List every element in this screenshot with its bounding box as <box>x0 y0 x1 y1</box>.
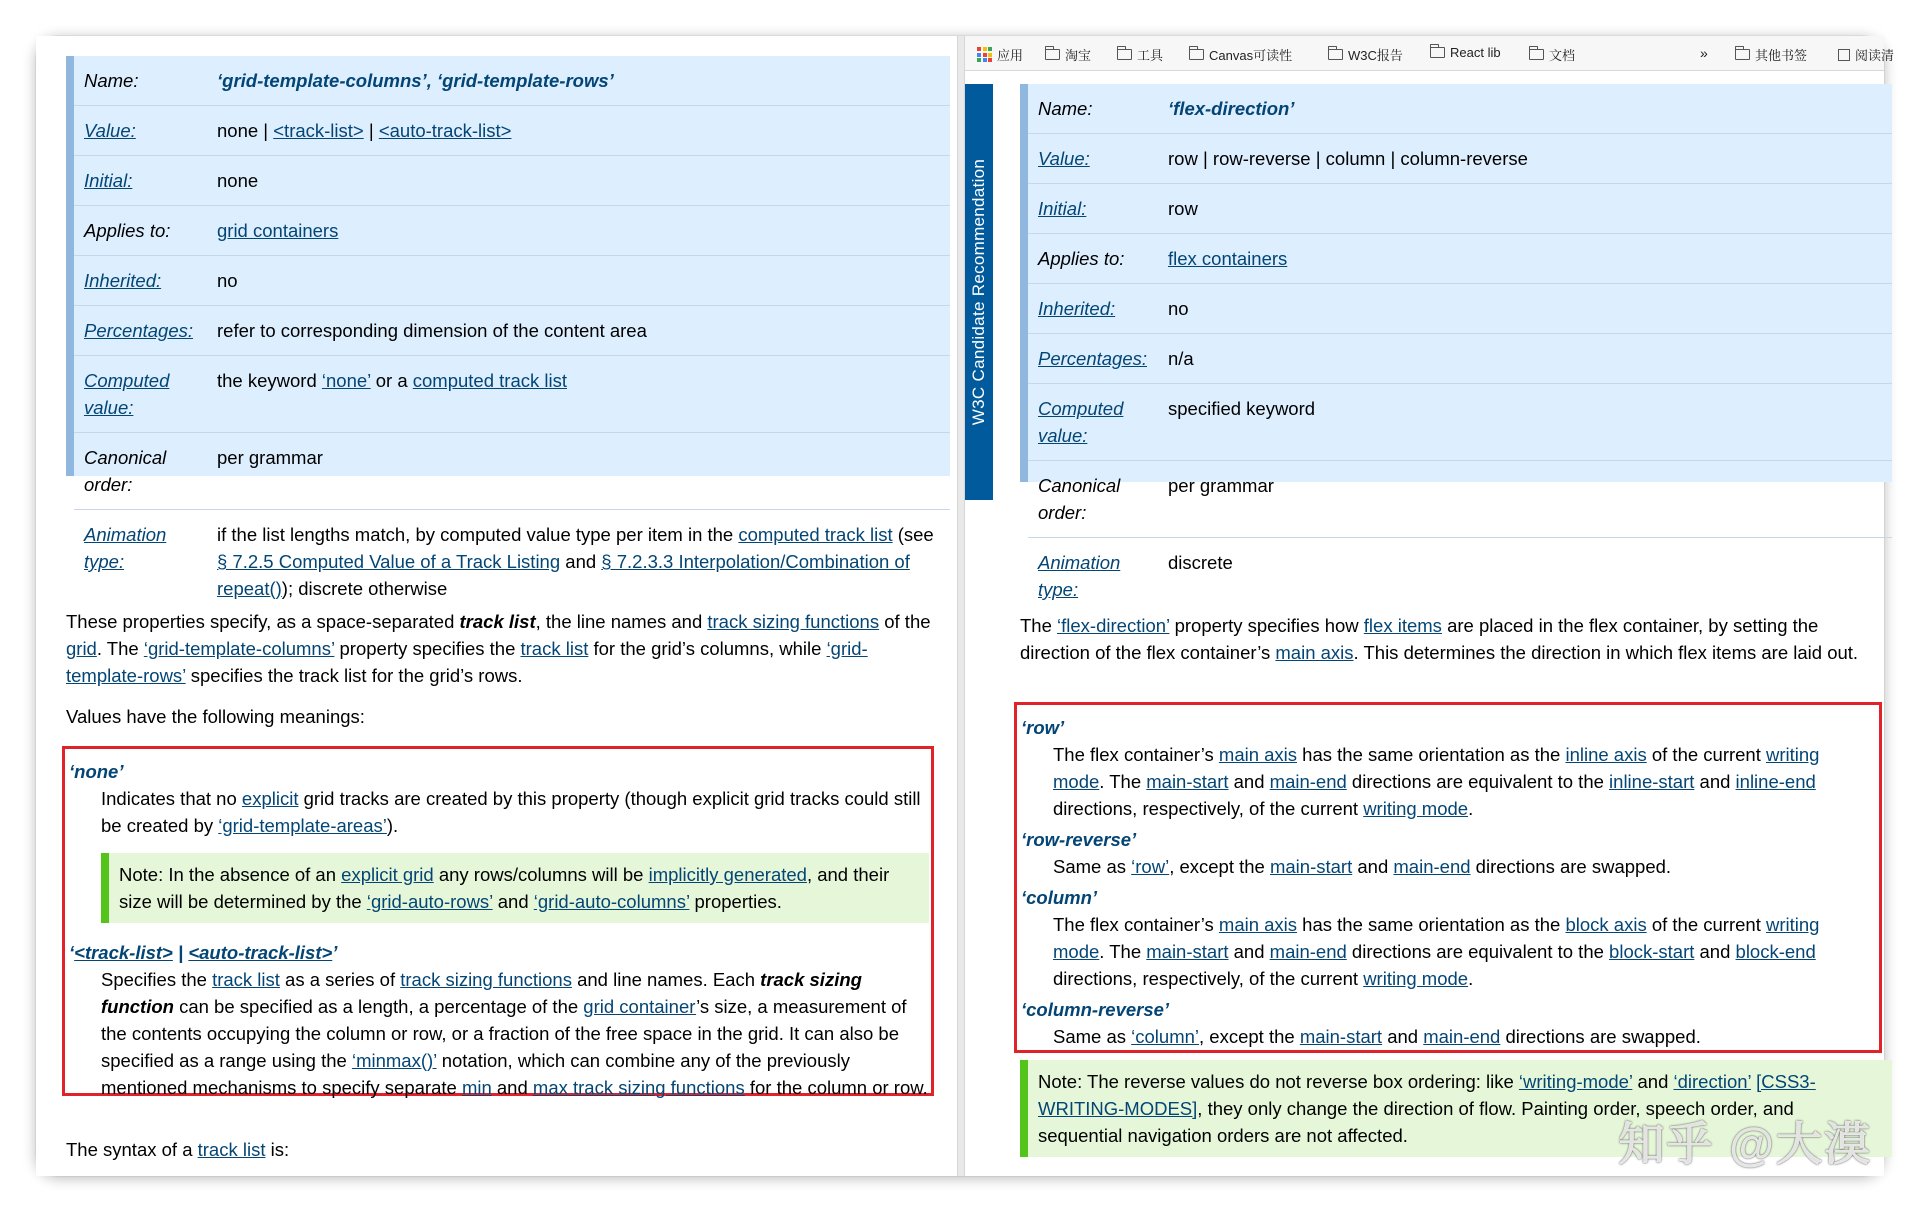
main-axis-link[interactable]: main axis <box>1218 914 1298 935</box>
folder-icon <box>1045 49 1060 60</box>
propdef-label-link[interactable]: Percentages: <box>1028 334 1158 384</box>
propdef-row-computed: Computed value: the keyword ‘none’ or a computed track list <box>74 356 950 433</box>
values-meaning-text: Values have the following meanings: <box>66 706 365 727</box>
grid-template-areas-link[interactable]: ‘grid-template-areas’ <box>218 815 387 836</box>
propdef-row-name <box>1028 84 1892 134</box>
column-reverse-description: Same as ‘column’, except the main-start and main-end directions are swapped. <box>1053 1026 1701 1047</box>
main-end-link[interactable]: main-end <box>1423 1026 1501 1047</box>
grid-auto-columns-link[interactable]: ‘grid-auto-columns’ <box>533 891 690 912</box>
row-description: The flex container’s main axis has the same orientation as the inline axis of the current writing mode. The main-start and main-end directions are equivalent to the inline-start and inline-end directions, respectively, of the current writing mode. <box>1053 744 1820 819</box>
grid-values-dl <box>69 754 929 1105</box>
property-name: ‘grid-template-columns’, ‘grid-template-rows’ <box>207 56 950 106</box>
explicit-grid-link[interactable]: explicit grid <box>341 864 434 885</box>
computed-track-list-link[interactable]: computed track list <box>738 524 893 545</box>
section-7-2-5-link[interactable]: § 7.2.5 Computed Value of a Track Listing <box>217 551 561 572</box>
grid-template-columns-link[interactable]: ‘grid-template-columns’ <box>143 638 335 659</box>
track-list-link[interactable]: track list <box>520 638 589 659</box>
main-end-link[interactable]: main-end <box>1269 941 1347 962</box>
block-end-link[interactable]: block-end <box>1735 941 1816 962</box>
explicit-link[interactable]: explicit <box>241 788 299 809</box>
main-start-link[interactable]: main-start <box>1299 1026 1383 1047</box>
main-axis-link[interactable]: main axis <box>1275 642 1354 663</box>
reading-list[interactable]: 阅读清 <box>1838 45 1894 64</box>
propdef-label: Canonical order: <box>74 433 207 510</box>
grid-link[interactable]: grid <box>66 638 97 659</box>
propdef-value: n/a <box>1158 334 1892 384</box>
flex-values-dl <box>1021 710 1873 1054</box>
folder-icon <box>1328 49 1343 60</box>
propdef-row-inherited <box>74 256 950 306</box>
value-none: none <box>217 120 259 141</box>
grid-containers-link[interactable]: grid containers <box>217 220 339 241</box>
row-term: ‘row’ <box>1021 717 1065 738</box>
bookmarks-bar <box>965 36 1895 71</box>
propdef-row-animation: Animation type: if the list lengths match, by computed value type per item in the computed track list (see § 7.2.5 Computed Value of a Track Listing and § 7.2.3.3 Interpolation/Combination of repeat()); discrete otherwise <box>74 510 950 614</box>
flex-intro-text: The ‘flex-direction’ property specifies how flex items are placed in the flex container, by setting the direction of the flex container’s main axis. This determines the direction in which flex items are laid out. <box>1020 615 1859 663</box>
propdef-label: Applies to: <box>1028 234 1158 284</box>
grid-intro-text <box>66 608 942 744</box>
main-start-link[interactable]: main-start <box>1146 941 1229 962</box>
writing-mode-link[interactable]: writing mode <box>1053 914 1820 962</box>
writing-mode-link[interactable]: writing mode <box>1363 798 1469 819</box>
w3c-status-tab[interactable]: W3C Candidate Recommendation <box>965 84 993 500</box>
track-sizing-functions-link[interactable]: track sizing functions <box>400 969 572 990</box>
main-end-link[interactable]: main-end <box>1393 856 1471 877</box>
propdef-row-computed <box>1028 384 1892 461</box>
bookmark-folder[interactable]: W3C报告 <box>1328 45 1403 64</box>
inline-end-link[interactable]: inline-end <box>1735 771 1816 792</box>
left-panel-grid-spec[interactable] <box>36 36 955 1176</box>
propdef-label-link[interactable]: Computed value: <box>74 356 207 433</box>
propdef-label-link[interactable]: Animation type: <box>1038 552 1121 600</box>
propdef-row-animation <box>1028 538 1892 615</box>
main-end-link[interactable]: main-end <box>1269 771 1347 792</box>
folder-icon <box>1189 49 1204 60</box>
propdef-row-percentages <box>74 306 950 356</box>
property-name: ‘flex-direction’ <box>1158 84 1892 134</box>
minmax-link[interactable]: ‘minmax()’ <box>351 1050 437 1071</box>
track-list-term-link[interactable]: <track-list> <box>74 942 173 963</box>
none-term: ‘none’ <box>69 761 124 782</box>
bookmark-apps[interactable]: 应用 <box>977 45 1023 64</box>
writing-mode-link[interactable]: writing mode <box>1053 744 1820 792</box>
track-list-link[interactable]: track list <box>212 969 280 990</box>
propdef-value: no <box>207 256 950 306</box>
propdef-row-value: Value: row | row-reverse | column | column-reverse <box>1028 134 1892 184</box>
bookmark-folder[interactable]: 文档 <box>1529 45 1575 64</box>
track-sizing-functions-link[interactable]: track sizing functions <box>707 611 880 632</box>
bookmarks-overflow-button[interactable] <box>1700 45 1708 61</box>
track-list-term: ‘<track-list> | <auto-track-list>’ <box>69 942 338 963</box>
propdef-row-canonical <box>1028 461 1892 538</box>
grid-template-rows-link[interactable]: ‘grid-template-rows’ <box>66 638 868 686</box>
auto-track-list-term-link[interactable]: <auto-track-list> <box>188 942 333 963</box>
propdef-label-link[interactable]: Inherited: <box>74 256 207 306</box>
min-link[interactable]: min <box>461 1077 492 1098</box>
zhihu-watermark: 知乎 @大漠 <box>1618 1118 1872 1170</box>
propdef-label-link[interactable]: Value: <box>74 106 207 156</box>
panel-divider <box>957 36 965 1176</box>
flex-items-link[interactable]: flex items <box>1363 615 1442 636</box>
propdef-label: Applies to: <box>74 206 207 256</box>
propdef-label: Canonical order: <box>1028 461 1158 538</box>
computed-track-list-link[interactable]: computed track list <box>412 370 567 391</box>
propdef-label-link[interactable]: Inherited: <box>1028 284 1158 334</box>
column-term: ‘column’ <box>1021 887 1098 908</box>
writing-mode-link[interactable]: writing mode <box>1363 968 1469 989</box>
propdef-row-inherited <box>1028 284 1892 334</box>
max-track-sizing-functions-link[interactable]: max track sizing functions <box>532 1077 745 1098</box>
apps-grid-icon <box>977 47 992 62</box>
propdef-value: none <box>207 156 950 206</box>
block-start-link[interactable]: block-start <box>1609 941 1695 962</box>
propdef-value: discrete <box>1168 552 1233 573</box>
column-reverse-term: ‘column-reverse’ <box>1021 999 1170 1020</box>
none-description: Indicates that no explicit grid tracks are created by this property (though explicit grid tracks could still be created by ‘grid-template-areas’). <box>101 788 921 836</box>
propdef-value: no <box>1158 284 1892 334</box>
propdef-row-value: Value: none | <track-list> | <auto-track-list> <box>74 106 950 156</box>
auto-track-list-link[interactable]: <auto-track-list> <box>378 120 512 141</box>
folder-icon <box>1735 49 1750 60</box>
flex-propdef-table <box>1020 84 1892 600</box>
track-list-link[interactable]: track list <box>197 1139 266 1160</box>
grid-container-link[interactable]: grid container <box>583 996 697 1017</box>
grid-propdef-table <box>66 56 950 599</box>
propdef-row-initial <box>1028 184 1892 234</box>
folder-icon <box>1529 49 1544 60</box>
other-bookmarks[interactable]: 其他书签 <box>1735 45 1807 64</box>
propdef-value: row <box>1158 184 1892 234</box>
reading-list-icon <box>1838 49 1850 61</box>
propdef-value: per grammar <box>207 433 950 510</box>
implicitly-generated-link[interactable]: implicitly generated <box>648 864 807 885</box>
inline-start-link[interactable]: inline-start <box>1609 771 1695 792</box>
reverse-values-note: Note: The reverse values do not reverse box ordering: like ‘writing-mode’ and ‘direction’ [CSS3-WRITING-MODES], they only change the direction of flow. Painting order, speech order, and sequential navigation orders are not affected. <box>1020 1060 1892 1157</box>
main-axis-link[interactable]: main axis <box>1218 744 1298 765</box>
propdef-label-link[interactable]: Animation type: <box>84 524 167 572</box>
propdef-label-link[interactable]: Initial: <box>1028 184 1158 234</box>
bookmark-folder[interactable]: 工具 <box>1117 45 1163 64</box>
propdef-row-canonical <box>74 433 950 510</box>
direction-link[interactable]: ‘direction’ <box>1673 1071 1751 1092</box>
propdef-value: refer to corresponding dimension of the content area <box>207 306 950 356</box>
flex-containers-link[interactable]: flex containers <box>1168 248 1288 269</box>
main-start-link[interactable]: main-start <box>1146 771 1229 792</box>
folder-icon <box>1117 49 1132 60</box>
right-panel-flex-spec[interactable] <box>965 36 1895 1176</box>
propdef-label-link[interactable]: Value: <box>1028 134 1158 184</box>
main-start-link[interactable]: main-start <box>1269 856 1353 877</box>
flex-direction-link[interactable]: ‘flex-direction’ <box>1057 615 1170 636</box>
bookmark-folder[interactable]: React lib <box>1430 45 1501 60</box>
none-link[interactable]: ‘none’ <box>321 370 371 391</box>
css3-writing-modes-link[interactable]: [CSS3-WRITING-MODES] <box>1038 1071 1816 1119</box>
propdef-label: Name: <box>1028 84 1158 134</box>
propdef-row-initial <box>74 156 950 206</box>
propdef-value: per grammar <box>1158 461 1892 538</box>
inline-axis-link[interactable]: inline axis <box>1565 744 1647 765</box>
column-link[interactable]: ‘column’ <box>1131 1026 1200 1047</box>
syntax-heading-text: The syntax of a track list is: <box>66 1139 290 1160</box>
track-list-link[interactable]: <track-list> <box>273 120 364 141</box>
propdef-row-applies <box>1028 234 1892 284</box>
section-7-2-3-3-link[interactable]: § 7.2.3.3 Interpolation/Combination of repeat() <box>217 551 910 599</box>
screenshot-frame <box>36 36 1895 1176</box>
propdef-label: Name: <box>74 56 207 106</box>
row-reverse-term: ‘row-reverse’ <box>1021 829 1137 850</box>
row-link[interactable]: ‘row’ <box>1131 856 1170 877</box>
propdef-row-percentages <box>1028 334 1892 384</box>
propdef-row-name <box>74 56 950 106</box>
propdef-label-link[interactable]: Percentages: <box>74 306 207 356</box>
propdef-label-link[interactable]: Computed value: <box>1028 384 1158 461</box>
bookmark-folder[interactable]: Canvas可读性 <box>1189 45 1292 64</box>
row-reverse-description: Same as ‘row’, except the main-start and main-end directions are swapped. <box>1053 856 1672 877</box>
folder-icon <box>1430 47 1445 58</box>
bookmark-folder[interactable]: 淘宝 <box>1045 45 1091 64</box>
propdef-value: specified keyword <box>1158 384 1892 461</box>
track-list-description: Specifies the track list as a series of track sizing functions and line names. Each track sizing function can be specified as a length, a percentage of the grid container’s size, a measurement of the contents occupying the column or row, or a fraction of the free space in the grid. It can also be specified as a range using the ‘minmax()’ notation, which can combine any of the previously mentioned mechanisms to specify separate min and max track sizing functions for the column or row. <box>101 969 928 1098</box>
chevron-double-right-icon: » <box>1700 45 1708 61</box>
propdef-label-link[interactable]: Initial: <box>74 156 207 206</box>
implicit-grid-note: Note: In the absence of an explicit grid any rows/columns will be implicitly generated, and their size will be determined by the ‘grid-auto-rows’ and ‘grid-auto-columns’ properties. <box>101 853 929 923</box>
writing-mode-link[interactable]: ‘writing-mode’ <box>1518 1071 1633 1092</box>
grid-auto-rows-link[interactable]: ‘grid-auto-rows’ <box>366 891 493 912</box>
intro-paragraph: These properties specify, as a space-separated track list, the line names and track sizing functions of the grid. The ‘grid-template-columns’ property specifies the track list for the grid’s columns, while ‘grid-template-rows’ specifies the track list for the grid’s rows. <box>66 611 931 686</box>
column-description: The flex container’s main axis has the same orientation as the block axis of the current writing mode. The main-start and main-end directions are equivalent to the block-start and block-end directions, respectively, of the current writing mode. <box>1053 914 1820 989</box>
propdef-row-applies <box>74 206 950 256</box>
block-axis-link[interactable]: block axis <box>1565 914 1647 935</box>
